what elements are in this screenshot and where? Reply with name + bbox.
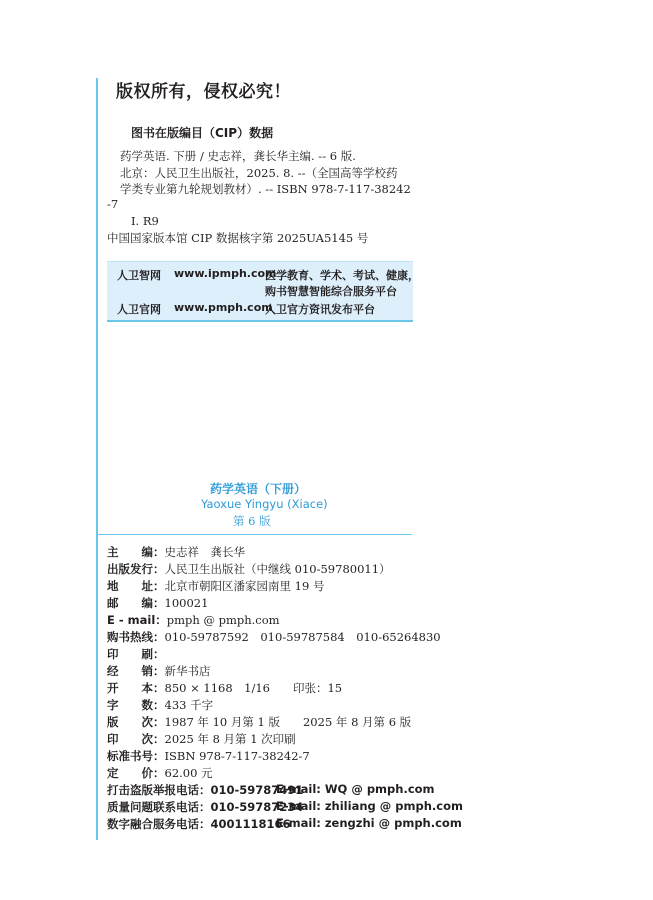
contact-label: 数字融合服务电话：4001118166 bbox=[107, 817, 291, 831]
platform-url[interactable]: www.ipmph.com bbox=[174, 267, 277, 280]
platform-desc: 人卫官方资讯发布平台 bbox=[265, 303, 375, 316]
cip-line: Ⅰ. R9 bbox=[131, 214, 159, 228]
info-row bbox=[107, 612, 280, 628]
info-row bbox=[107, 680, 342, 696]
platform-box bbox=[107, 261, 419, 322]
info-value: 2025 年 8 月第 1 次印刷 bbox=[164, 732, 296, 746]
contact-label: 打击盗版举报电话：010-59787491 bbox=[107, 783, 304, 797]
platform-url[interactable]: www.pmph.com bbox=[174, 301, 273, 314]
info-value: pmph @ pmph.com bbox=[166, 613, 280, 627]
info-label: 版 次： bbox=[107, 715, 165, 729]
info-label: E - mail： bbox=[107, 613, 167, 627]
info-row bbox=[107, 697, 213, 713]
info-row bbox=[107, 714, 411, 730]
info-value: 人民卫生出版社（中继线 010-59780011） bbox=[164, 562, 391, 576]
info-value: 新华书店 bbox=[164, 664, 211, 678]
book-title-pinyin: Yaoxue Yingyu (Xiace) bbox=[201, 497, 328, 511]
cip-line: 中国国家版本馆 CIP 数据核字第 2025UA5145 号 bbox=[107, 231, 369, 245]
platform-desc: 购书智慧智能综合服务平台 bbox=[265, 285, 397, 298]
info-row bbox=[107, 629, 441, 645]
info-label: 字 数： bbox=[107, 698, 165, 712]
left-accent-rule bbox=[96, 78, 98, 840]
info-value: 62.00 元 bbox=[164, 766, 213, 780]
cip-line: 北京：人民卫生出版社，2025. 8. --（全国高等学校药 bbox=[120, 166, 398, 180]
info-label: 印 次： bbox=[107, 732, 165, 746]
info-row bbox=[107, 663, 211, 679]
info-label: 出版发行： bbox=[107, 562, 165, 576]
info-label: 标准书号： bbox=[107, 749, 165, 763]
cip-line: -7 bbox=[107, 197, 119, 211]
contact-email[interactable]: E-mail: zhiliang @ pmph.com bbox=[276, 799, 463, 813]
cip-heading: 图书在版编目（CIP）数据 bbox=[131, 126, 274, 140]
info-row bbox=[107, 646, 165, 662]
info-label: 主 编： bbox=[107, 545, 165, 559]
info-row bbox=[107, 578, 324, 594]
info-label: 开 本： bbox=[107, 681, 165, 695]
info-row bbox=[107, 765, 213, 781]
book-edition: 第 6 版 bbox=[233, 514, 271, 528]
platform-desc: 医学教育、学术、考试、健康， bbox=[265, 269, 419, 282]
cip-line: 药学英语. 下册 / 史志祥，龚长华主编. -- 6 版. bbox=[120, 149, 356, 163]
info-value: 史志祥 龚长华 bbox=[164, 545, 245, 559]
info-label: 购书热线： bbox=[107, 630, 165, 644]
contact-email[interactable]: E-mail: zengzhi @ pmph.com bbox=[276, 816, 462, 830]
info-value: 010-59787592 010-59787584 010-65264830 bbox=[164, 630, 441, 644]
info-label: 定 价： bbox=[107, 766, 165, 780]
book-title-cn: 药学英语（下册） bbox=[210, 482, 307, 496]
divider bbox=[97, 534, 412, 535]
info-row bbox=[107, 731, 296, 747]
info-value: 1987 年 10 月第 1 版 2025 年 8 月第 6 版 bbox=[164, 715, 412, 729]
platform-name: 人卫智网 bbox=[117, 269, 161, 282]
info-label: 邮 编： bbox=[107, 596, 165, 610]
info-label: 经 销： bbox=[107, 664, 165, 678]
info-label: 地 址： bbox=[107, 579, 165, 593]
contact-label: 质量问题联系电话：010-59787234 bbox=[107, 800, 304, 814]
platform-name: 人卫官网 bbox=[117, 303, 161, 316]
info-value: ISBN 978-7-117-38242-7 bbox=[164, 749, 310, 763]
info-row bbox=[107, 544, 245, 560]
info-value: 850 × 1168 1/16 印张：15 bbox=[164, 681, 343, 695]
contact-row bbox=[107, 782, 303, 798]
info-row bbox=[107, 561, 391, 577]
info-value: 433 千字 bbox=[164, 698, 214, 712]
cip-line: 学类专业第九轮规划教材）. -- ISBN 978-7-117-38242 bbox=[120, 182, 411, 196]
info-label: 印 刷： bbox=[107, 647, 165, 661]
info-value: 100021 bbox=[164, 596, 209, 610]
info-row bbox=[107, 595, 208, 611]
copyright-notice: 版权所有，侵权必究！ bbox=[116, 82, 291, 102]
contact-row bbox=[107, 816, 291, 832]
contact-email[interactable]: E-mail: WQ @ pmph.com bbox=[276, 782, 435, 796]
contact-row bbox=[107, 799, 303, 815]
info-value: 北京市朝阳区潘家园南里 19 号 bbox=[164, 579, 325, 593]
info-row bbox=[107, 748, 310, 764]
